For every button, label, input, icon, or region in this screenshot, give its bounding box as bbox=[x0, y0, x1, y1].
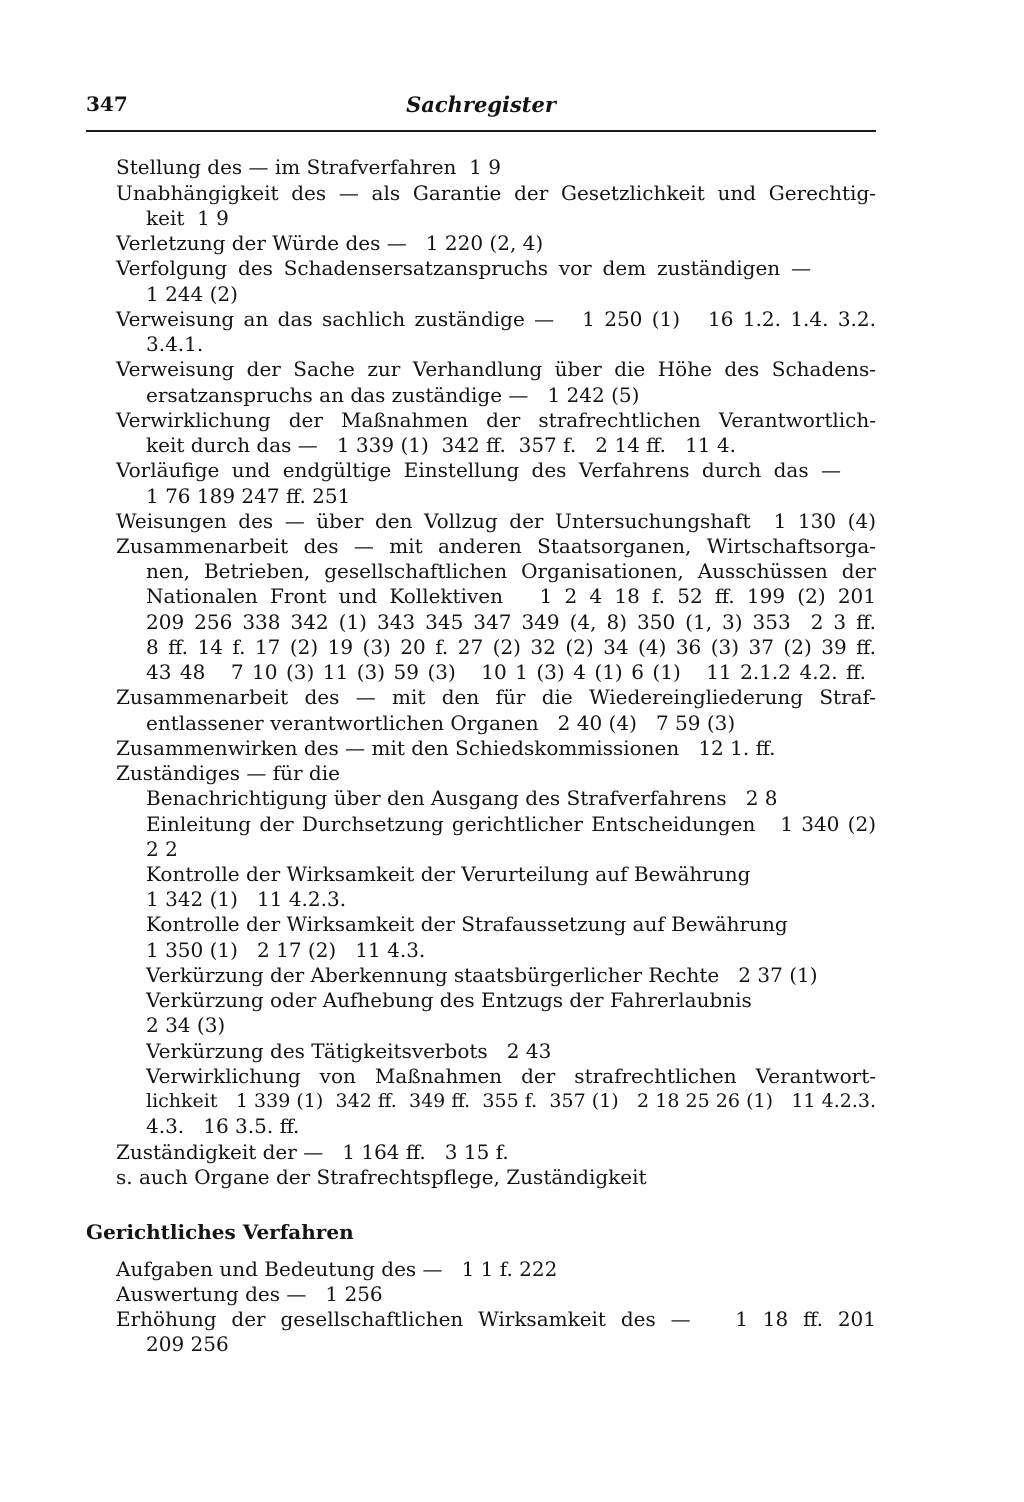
index-line: Verweisung der Sache zur Verhandlung über die Höhe des Schadens- bbox=[116, 357, 876, 381]
running-title: Sachregister bbox=[406, 92, 556, 117]
index-line: 4.3. 16 3.5. ff. bbox=[146, 1114, 300, 1138]
index-line: Zusammenarbeit des — mit den für die Wiedereingliederung Straf- bbox=[116, 685, 876, 709]
index-line: Zuständigkeit der — 1 164 ff. 3 15 f. bbox=[116, 1140, 509, 1164]
index-line: Weisungen des — über den Vollzug der Untersuchungshaft 1 130 (4) bbox=[116, 509, 876, 533]
index-line: Stellung des — im Strafverfahren 1 9 bbox=[116, 155, 501, 179]
index-line: 1 244 (2) bbox=[146, 282, 238, 306]
index-line: keit durch das — 1 339 (1) 342 ff. 357 f. 2 14 ff. 11 4. bbox=[146, 433, 736, 457]
index-line: ersatzanspruchs an das zuständige — 1 242 (5) bbox=[146, 383, 640, 407]
index-line: 209 256 bbox=[146, 1332, 229, 1356]
page-header bbox=[86, 92, 876, 126]
index-line: Verwirklichung von Maßnahmen der strafrechtlichen Verantwort- bbox=[146, 1064, 876, 1088]
index-line: Zusammenwirken des — mit den Schiedskommissionen 12 1. ff. bbox=[116, 736, 776, 760]
index-line: 2 2 bbox=[146, 837, 178, 861]
index-line: lichkeit 1 339 (1) 342 ff. 349 ff. 355 f. 357 (1) 2 18 25 26 (1) 11 4.2.3. bbox=[146, 1090, 876, 1112]
index-line: Benachrichtigung über den Ausgang des Strafverfahrens 2 8 bbox=[146, 786, 778, 810]
index-line: Verfolgung des Schadensersatzanspruchs vor dem zuständigen — bbox=[116, 256, 811, 280]
index-line: keit 1 9 bbox=[146, 206, 229, 230]
index-line: Zuständiges — für die bbox=[116, 761, 340, 785]
index-line: entlassener verantwortlichen Organen 2 40 (4) 7 59 (3) bbox=[146, 711, 736, 735]
index-line: Verkürzung oder Aufhebung des Entzugs der Fahrerlaubnis bbox=[146, 988, 752, 1012]
index-line: 2 34 (3) bbox=[146, 1013, 226, 1037]
index-line: 1 350 (1) 2 17 (2) 11 4.3. bbox=[146, 938, 426, 962]
index-line: 3.4.1. bbox=[146, 332, 204, 356]
index-line: Verkürzung des Tätigkeitsverbots 2 43 bbox=[146, 1039, 552, 1063]
index-line: 43 48 7 10 (3) 11 (3) 59 (3) 10 1 (3) 4 (1) 6 (1) 11 2.1.2 4.2. ff. bbox=[146, 660, 866, 684]
header-rule bbox=[86, 130, 876, 132]
index-line: Einleitung der Durchsetzung gerichtlicher Entscheidungen 1 340 (2) bbox=[146, 812, 876, 836]
index-line: Zusammenarbeit des — mit anderen Staatsorganen, Wirtschaftsorga- bbox=[116, 534, 876, 558]
page-number: 347 bbox=[86, 92, 128, 116]
index-line: Verwirklichung der Maßnahmen der strafrechtlichen Verantwortlich- bbox=[116, 408, 876, 432]
index-line: Aufgaben und Bedeutung des — 1 1 f. 222 bbox=[116, 1257, 558, 1281]
index-line: 8 ff. 14 f. 17 (2) 19 (3) 20 f. 27 (2) 32 (2) 34 (4) 36 (3) 37 (2) 39 ff. bbox=[146, 635, 876, 659]
index-line: Verletzung der Würde des — 1 220 (2, 4) bbox=[116, 231, 544, 255]
index-line: 209 256 338 342 (1) 343 345 347 349 (4, 8) 350 (1, 3) 353 2 3 ff. bbox=[146, 610, 876, 634]
index-line: Unabhängigkeit des — als Garantie der Gesetzlichkeit und Gerechtig- bbox=[116, 181, 876, 205]
index-line: Verkürzung der Aberkennung staatsbürgerlicher Rechte 2 37 (1) bbox=[146, 963, 818, 987]
index-line: Erhöhung der gesellschaftlichen Wirksamkeit des — 1 18 ff. 201 bbox=[116, 1307, 876, 1331]
index-line: 1 76 189 247 ff. 251 bbox=[146, 484, 351, 508]
index-line: Nationalen Front und Kollektiven 1 2 4 18 f. 52 ff. 199 (2) 201 bbox=[146, 584, 876, 608]
index-line: Auswertung des — 1 256 bbox=[116, 1282, 383, 1306]
section-heading: Gerichtliches Verfahren bbox=[86, 1220, 354, 1244]
index-line: nen, Betrieben, gesellschaftlichen Organisationen, Ausschüssen der bbox=[146, 559, 876, 583]
index-line: Kontrolle der Wirksamkeit der Strafaussetzung auf Bewährung bbox=[146, 912, 788, 936]
index-line: Vorläufige und endgültige Einstellung des Verfahrens durch das — bbox=[116, 458, 841, 482]
index-line: Verweisung an das sachlich zuständige — 1 250 (1) 16 1.2. 1.4. 3.2. bbox=[116, 307, 876, 331]
index-line: 1 342 (1) 11 4.2.3. bbox=[146, 887, 347, 911]
index-line: s. auch Organe der Strafrechtspflege, Zuständigkeit bbox=[116, 1165, 647, 1189]
index-line: Kontrolle der Wirksamkeit der Verurteilung auf Bewährung bbox=[146, 862, 751, 886]
